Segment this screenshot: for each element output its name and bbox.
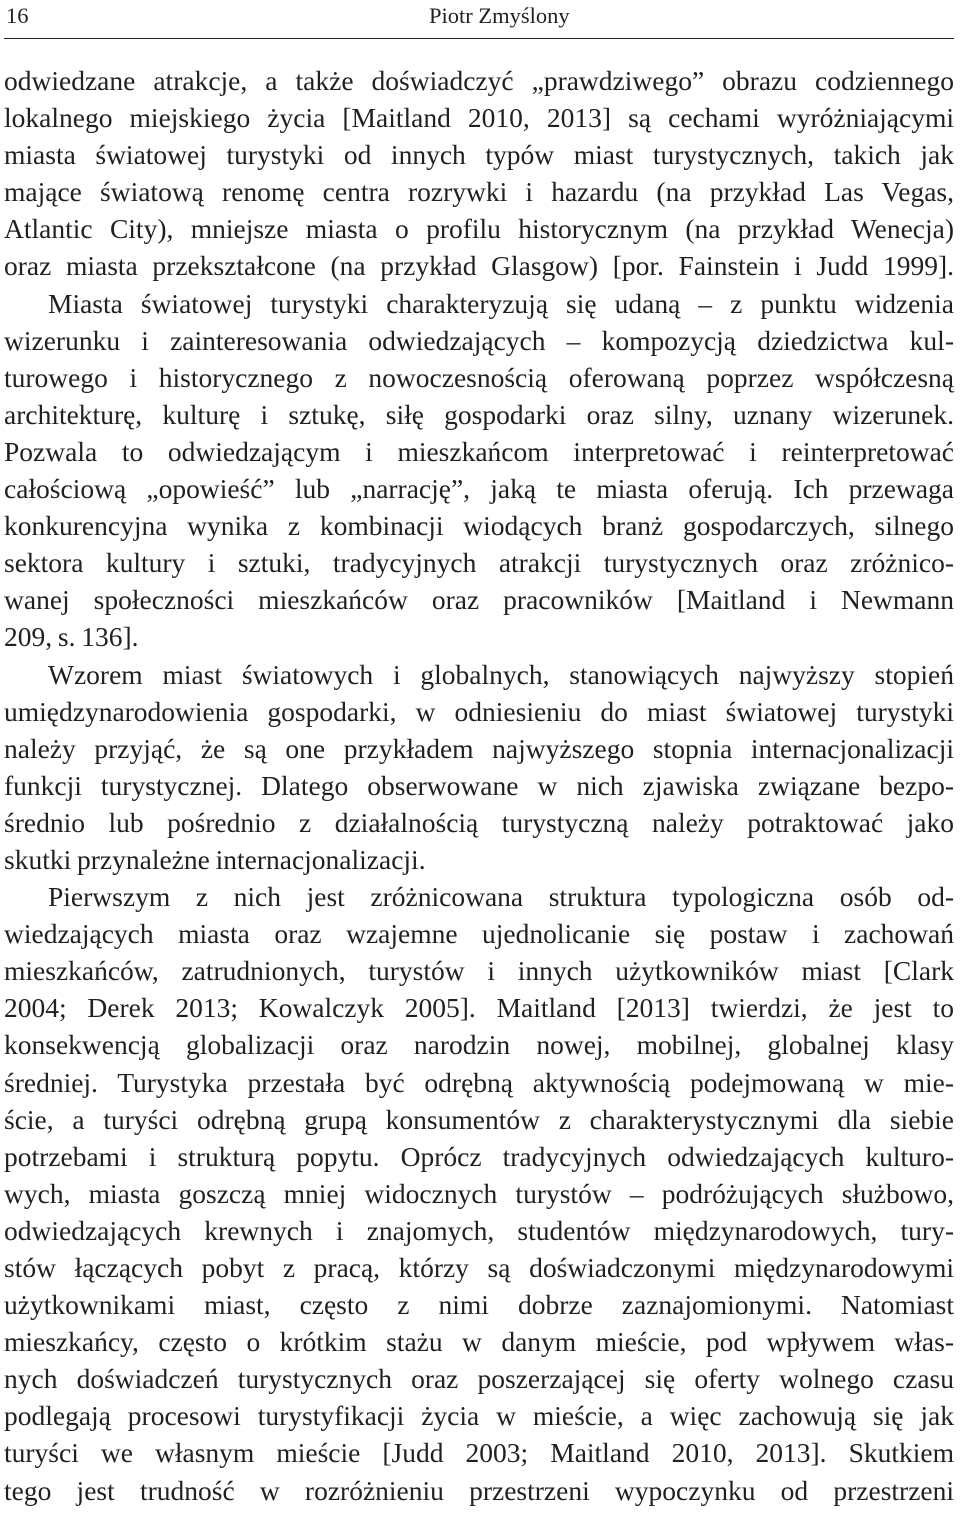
text-line: Wzorem miast światowych i globalnych, stanowiących najwyższy stopień: [48, 658, 954, 690]
text-line: odwiedzane atrakcje, a także doświadczyć „prawdziwego” obrazu codziennego: [4, 65, 954, 96]
text-line: Atlantic City), mniejsze miasta o profilu historycznym (na przykład Wenecja): [4, 213, 954, 245]
text-line: podlegają procesowi turystyfikacji życia w mieście, a więc zachowują się jak: [4, 1400, 954, 1432]
running-title: Piotr Zmyślony: [429, 3, 570, 28]
text-line: wizerunku i zainteresowania odwiedzających – kompozycją dziedzictwa kul-: [4, 324, 954, 356]
text-line: oraz miasta przekształcone (na przykład Glasgow) [por. Fainstein i Judd 1999].: [4, 250, 954, 282]
text-line: wanej społeczności mieszkańców oraz pracowników [Maitland i Newmann: [4, 584, 954, 616]
text-line: tego jest trudność w rozróżnieniu przestrzeni wypoczynku od przestrzeni: [4, 1474, 954, 1506]
text-line: wych, miasta goszczą mniej widocznych turystów – podróżujących służbowo,: [4, 1177, 954, 1209]
text-line: sektora kultury i sztuki, tradycyjnych atrakcji turystycznych oraz zróżnico-: [4, 547, 954, 579]
text-line: użytkownikami miast, często z nimi dobrze zaznajomionymi. Natomiast: [4, 1289, 954, 1321]
document-page: [4, 0, 954, 1523]
text-line: 209, s. 136].: [4, 621, 139, 653]
text-line: turowego i historycznego z nowoczesnością oferowaną poprzez współczesną: [4, 361, 954, 393]
text-line: konsekwencją globalizacji oraz narodzin nowej, mobilnej, globalnej klasy: [4, 1029, 954, 1061]
text-line: turyści we własnym mieście [Judd 2003; Maitland 2010, 2013]. Skutkiem: [4, 1437, 954, 1469]
text-line: mieszkańców, zatrudnionych, turystów i innych użytkowników miast [Clark: [4, 955, 954, 987]
text-line: odwiedzających krewnych i znajomych, studentów międzynarodowych, tury-: [4, 1214, 954, 1246]
page-number: 16: [6, 3, 29, 28]
text-line: wiedzających miasta oraz wzajemne ujednolicanie się postaw i zachowań: [4, 918, 954, 950]
text-line: Pierwszym z nich jest zróżnicowana struktura typologiczna osób od-: [48, 881, 954, 913]
text-line: średniej. Turystyka przestała być odrębną aktywnością podejmowaną w mie-: [4, 1066, 954, 1098]
text-line: funkcji turystycznej. Dlatego obserwowane w nich zjawiska związane bezpo-: [4, 769, 954, 801]
text-line: mające światową renomę centra rozrywki i hazardu (na przykład Las Vegas,: [4, 176, 954, 208]
text-line: Miasta światowej turystyki charakteryzują się udaną – z punktu widzenia: [48, 287, 954, 319]
text-line: architekturę, kulturę i sztukę, siłę gospodarki oraz silny, uznany wizerunek.: [4, 398, 954, 430]
text-line: mieszkańcy, często o krótkim stażu w danym mieście, pod wpływem włas-: [4, 1326, 954, 1358]
body-text: [4, 62, 954, 1509]
text-line: miasta światowej turystyki od innych typów miast turystycznych, takich jak: [4, 139, 954, 171]
text-line: skutki przynależne internacjonalizacji.: [4, 843, 426, 875]
text-line: Pozwala to odwiedzającym i mieszkańcom interpretować i reinterpretować: [4, 435, 954, 467]
text-line: stów łączących pobyt z pracą, którzy są doświadczonymi międzynarodowymi: [4, 1252, 954, 1283]
text-line: potrzebami i strukturą popytu. Oprócz tradycyjnych odwiedzających kulturo-: [4, 1140, 954, 1172]
text-line: nych doświadczeń turystycznych oraz poszerzającej się oferty wolnego czasu: [4, 1363, 954, 1395]
running-header: [4, 0, 954, 39]
text-line: 2004; Derek 2013; Kowalczyk 2005]. Maitland [2013] twierdzi, że jest to: [4, 992, 954, 1024]
text-line: umiędzynarodowienia gospodarki, w odniesieniu do miast światowej turystyki: [4, 695, 954, 727]
text-line: należy przyjąć, że są one przykładem najwyższego stopnia internacjonalizacji: [4, 732, 954, 764]
text-line: ście, a turyści odrębną grupą konsumentów z charakterystycznymi dla siebie: [4, 1103, 954, 1135]
text-line: konkurencyjna wynika z kombinacji wiodących branż gospodarczych, silnego: [4, 510, 954, 542]
text-line: całościową „opowieść” lub „narrację”, jaką te miasta oferują. Ich przewaga: [4, 473, 954, 505]
text-line: lokalnego miejskiego życia [Maitland 2010, 2013] są cechami wyróżniającymi: [4, 102, 954, 134]
text-line: średnio lub pośrednio z działalnością turystyczną należy potraktować jako: [4, 806, 954, 838]
